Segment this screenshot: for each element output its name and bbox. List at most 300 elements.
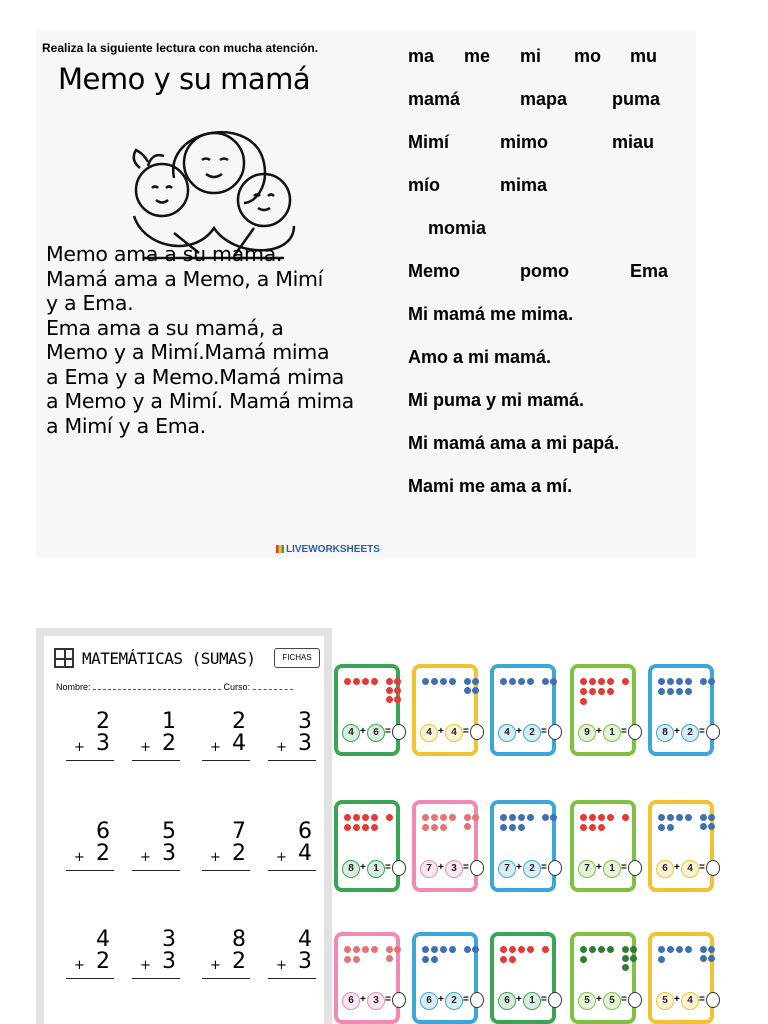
answer-circle[interactable] xyxy=(628,992,642,1008)
counting-object xyxy=(353,814,360,821)
addend-top: 6 xyxy=(96,819,110,844)
answer-circle[interactable] xyxy=(548,992,562,1008)
counting-object xyxy=(580,946,587,953)
counting-object xyxy=(394,696,401,703)
card-objects xyxy=(498,676,548,714)
addend-b: 4 xyxy=(681,992,699,1010)
addition-card xyxy=(412,800,478,892)
sentence: Amo a mi mamá. xyxy=(408,347,552,367)
counting-object xyxy=(708,678,715,685)
plus-sign: + xyxy=(140,850,151,865)
answer-circle[interactable] xyxy=(470,860,484,876)
counting-object xyxy=(449,678,456,685)
counting-object xyxy=(394,946,401,953)
answer-line[interactable] xyxy=(132,978,180,979)
story-line: Ema ama a su mamá, a xyxy=(46,315,284,340)
reading-worksheet xyxy=(36,30,696,558)
counting-object xyxy=(658,688,665,695)
answer-circle[interactable] xyxy=(392,992,406,1008)
counting-object xyxy=(708,946,715,953)
name-field[interactable] xyxy=(93,682,221,690)
counting-object xyxy=(685,946,692,953)
addend-b: 1 xyxy=(603,860,621,878)
counting-object xyxy=(542,814,549,821)
addend-bottom: 3 xyxy=(298,731,312,756)
story-line: Memo ama a su mama. xyxy=(46,242,283,266)
counting-object xyxy=(344,956,351,963)
equals-sign: = xyxy=(385,726,391,737)
addend-bottom: 2 xyxy=(96,949,110,974)
addend-bottom: 2 xyxy=(232,949,246,974)
addition-problem xyxy=(198,710,254,772)
addend-a: 7 xyxy=(420,860,438,878)
word: miau xyxy=(612,132,655,152)
counting-object xyxy=(580,698,587,705)
addend-a: 4 xyxy=(342,724,360,742)
counting-object xyxy=(386,946,393,953)
counting-object xyxy=(708,823,715,830)
addition-problems xyxy=(52,710,322,1020)
story-line: a Mimí y a Ema. xyxy=(46,413,206,438)
counting-object xyxy=(550,814,557,821)
card-objects xyxy=(656,676,706,714)
math-sheet-page xyxy=(44,636,324,1024)
word: me xyxy=(464,46,491,66)
plus-sign: + xyxy=(438,862,444,873)
equals-sign: = xyxy=(699,726,705,737)
word: Mimí xyxy=(408,132,450,152)
answer-line[interactable] xyxy=(66,978,114,979)
counting-object xyxy=(440,814,447,821)
addend-a: 9 xyxy=(578,724,596,742)
addend-top: 2 xyxy=(232,709,246,734)
addend-a: 6 xyxy=(342,992,360,1010)
addend-b: 1 xyxy=(523,992,541,1010)
math-title: MATEMÁTICAS (SUMAS) xyxy=(82,649,256,668)
addend-b: 2 xyxy=(523,724,541,742)
counting-object xyxy=(542,946,549,953)
answer-circle[interactable] xyxy=(628,860,642,876)
plus-sign: + xyxy=(276,850,287,865)
counting-object xyxy=(622,946,629,953)
counting-object xyxy=(509,678,516,685)
card-equation xyxy=(656,724,706,742)
addend-a: 7 xyxy=(498,860,516,878)
counting-object xyxy=(362,824,369,831)
answer-line[interactable] xyxy=(268,978,316,979)
answer-circle[interactable] xyxy=(392,860,406,876)
counting-object xyxy=(449,946,456,953)
addition-problem xyxy=(62,820,118,882)
counting-object xyxy=(622,678,629,685)
word: ma xyxy=(408,46,435,66)
name-label: Nombre: xyxy=(56,682,91,692)
counting-object xyxy=(422,956,429,963)
answer-circle[interactable] xyxy=(706,860,720,876)
counting-object xyxy=(700,955,707,962)
addition-card xyxy=(334,664,400,756)
counting-object xyxy=(353,678,360,685)
counting-object xyxy=(667,814,674,821)
card-objects xyxy=(578,812,628,850)
counting-object xyxy=(518,678,525,685)
counting-object xyxy=(658,824,665,831)
plus-sign: + xyxy=(360,994,366,1005)
counting-object xyxy=(472,946,479,953)
answer-circle[interactable] xyxy=(470,724,484,740)
plus-sign: + xyxy=(210,958,221,973)
counting-object xyxy=(598,946,605,953)
counting-object xyxy=(509,824,516,831)
plus-sign: + xyxy=(438,994,444,1005)
addition-problem xyxy=(128,928,184,990)
word: mu xyxy=(630,46,657,66)
sentence: Mi mamá me mima. xyxy=(408,304,574,324)
plus-sign: + xyxy=(596,994,602,1005)
answer-line[interactable] xyxy=(132,760,180,761)
counting-object xyxy=(518,946,525,953)
counting-object xyxy=(607,946,614,953)
counting-object xyxy=(667,688,674,695)
counting-object xyxy=(676,814,683,821)
name-course-line xyxy=(56,682,324,692)
addition-problem xyxy=(62,928,118,990)
counting-object xyxy=(598,678,605,685)
counting-object xyxy=(518,824,525,831)
counting-object xyxy=(708,814,715,821)
counting-object xyxy=(353,946,360,953)
answer-line[interactable] xyxy=(268,870,316,871)
counting-object xyxy=(700,823,707,830)
counting-object xyxy=(422,814,429,821)
counting-object xyxy=(431,946,438,953)
counting-object xyxy=(685,678,692,685)
equals-sign: = xyxy=(463,726,469,737)
counting-object xyxy=(685,814,692,821)
card-objects xyxy=(498,812,548,850)
addition-card xyxy=(412,932,478,1024)
addend-top: 7 xyxy=(232,819,246,844)
counting-object xyxy=(667,678,674,685)
counting-object xyxy=(589,678,596,685)
equals-sign: = xyxy=(699,862,705,873)
plus-sign: + xyxy=(276,958,287,973)
plus-sign: + xyxy=(74,850,85,865)
fichas-badge: FICHAS xyxy=(274,648,320,668)
addend-top: 5 xyxy=(162,819,176,844)
counting-object xyxy=(431,814,438,821)
counting-object xyxy=(550,678,557,685)
answer-line[interactable] xyxy=(66,760,114,761)
addition-card xyxy=(490,932,556,1024)
counting-object xyxy=(622,964,629,971)
word: mi xyxy=(520,46,542,66)
equals-sign: = xyxy=(621,994,627,1005)
addend-a: 6 xyxy=(498,992,516,1010)
card-equation xyxy=(420,992,470,1010)
counting-object xyxy=(440,946,447,953)
addend-top: 4 xyxy=(298,927,312,952)
counting-object xyxy=(607,678,614,685)
answer-circle[interactable] xyxy=(706,992,720,1008)
plus-sign: + xyxy=(596,726,602,737)
counting-object xyxy=(464,823,471,830)
counting-object xyxy=(500,678,507,685)
counting-object xyxy=(422,824,429,831)
addend-b: 1 xyxy=(603,724,621,742)
counting-object xyxy=(607,688,614,695)
card-objects xyxy=(420,944,470,982)
counting-object xyxy=(667,824,674,831)
sentence: Mami me ama a mí. xyxy=(408,476,573,496)
addend-top: 3 xyxy=(162,927,176,952)
counting-object xyxy=(500,814,507,821)
counting-object xyxy=(509,814,516,821)
sentence: Mi puma y mi mamá. xyxy=(408,390,585,410)
addition-card xyxy=(570,932,636,1024)
equals-sign: = xyxy=(541,862,547,873)
plus-sign: + xyxy=(516,726,522,737)
counting-object xyxy=(580,678,587,685)
counting-object xyxy=(344,814,351,821)
counting-object xyxy=(464,678,471,685)
addition-problem xyxy=(128,710,184,772)
counting-object xyxy=(371,824,378,831)
card-objects xyxy=(498,944,548,982)
card-objects xyxy=(420,676,470,714)
story-line: y a Ema. xyxy=(46,291,134,315)
counting-object xyxy=(676,688,683,695)
card-objects xyxy=(342,944,392,982)
plus-sign: + xyxy=(674,994,680,1005)
counting-object xyxy=(431,956,438,963)
counting-object xyxy=(472,678,479,685)
addition-card xyxy=(570,664,636,756)
counting-object xyxy=(440,824,447,831)
addend-b: 4 xyxy=(445,724,463,742)
counting-object xyxy=(509,956,516,963)
counting-object xyxy=(362,946,369,953)
addend-a: 5 xyxy=(578,992,596,1010)
addition-problem xyxy=(62,710,118,772)
answer-circle[interactable] xyxy=(470,992,484,1008)
plus-sign: + xyxy=(596,862,602,873)
card-objects xyxy=(420,812,470,850)
plus-sign: + xyxy=(74,740,85,755)
addition-card xyxy=(570,800,636,892)
course-field[interactable] xyxy=(253,682,293,690)
counting-object xyxy=(667,946,674,953)
counting-object xyxy=(542,678,549,685)
counting-object xyxy=(394,678,401,685)
card-objects xyxy=(342,676,392,714)
addend-b: 2 xyxy=(523,860,541,878)
counting-object xyxy=(658,956,665,963)
counting-object xyxy=(440,678,447,685)
plus-sign: + xyxy=(140,740,151,755)
card-equation xyxy=(420,724,470,742)
addend-a: 8 xyxy=(656,724,674,742)
counting-object xyxy=(580,956,587,963)
word: momia xyxy=(428,218,487,238)
answer-line[interactable] xyxy=(268,760,316,761)
equals-sign: = xyxy=(385,862,391,873)
plus-sign: + xyxy=(276,740,287,755)
counting-object xyxy=(527,814,534,821)
plus-sign: + xyxy=(210,740,221,755)
counting-object xyxy=(630,946,637,953)
counting-object xyxy=(598,814,605,821)
answer-circle[interactable] xyxy=(628,724,642,740)
addend-bottom: 2 xyxy=(232,841,246,866)
addend-a: 8 xyxy=(342,860,360,878)
counting-object xyxy=(509,946,516,953)
liveworksheets-logo xyxy=(276,544,380,555)
counting-object xyxy=(676,678,683,685)
word: mapa xyxy=(520,89,568,109)
addend-a: 6 xyxy=(420,992,438,1010)
counting-object xyxy=(607,814,614,821)
counting-object xyxy=(589,824,596,831)
story-line: Memo y a Mimí.Mamá mima xyxy=(46,340,330,364)
counting-object xyxy=(422,678,429,685)
word: mo xyxy=(574,46,601,66)
addend-b: 3 xyxy=(445,860,463,878)
addition-card xyxy=(648,664,714,756)
math-header xyxy=(52,646,320,676)
counting-object xyxy=(500,956,507,963)
counting-object xyxy=(464,687,471,694)
plus-sign: + xyxy=(516,862,522,873)
plus-sign: + xyxy=(360,862,366,873)
plus-sign: + xyxy=(516,994,522,1005)
counting-object xyxy=(580,688,587,695)
addend-top: 4 xyxy=(96,927,110,952)
addend-top: 3 xyxy=(298,709,312,734)
card-objects xyxy=(342,812,392,850)
answer-line[interactable] xyxy=(66,870,114,871)
counting-object xyxy=(344,946,351,953)
story-line: Mamá ama a Memo, a Mimí xyxy=(46,266,324,291)
card-equation xyxy=(420,860,470,878)
word: Memo xyxy=(408,261,461,281)
story-title: Memo y su mamá xyxy=(58,62,311,96)
card-equation xyxy=(578,992,628,1010)
equals-sign: = xyxy=(621,726,627,737)
word: mima xyxy=(500,175,548,195)
counting-object xyxy=(598,688,605,695)
addition-problem xyxy=(264,820,320,882)
plus-sign: + xyxy=(438,726,444,737)
word: mamá xyxy=(408,89,461,109)
card-equation xyxy=(498,992,548,1010)
equals-sign: = xyxy=(463,994,469,1005)
card-equation xyxy=(342,860,392,878)
plus-sign: + xyxy=(74,958,85,973)
word: mimo xyxy=(500,132,549,152)
answer-circle[interactable] xyxy=(548,860,562,876)
counting-object xyxy=(386,678,393,685)
addend-bottom: 3 xyxy=(96,731,110,756)
card-objects xyxy=(656,944,706,982)
addend-b: 4 xyxy=(681,860,699,878)
counting-object xyxy=(386,814,393,821)
addend-bottom: 3 xyxy=(162,841,176,866)
answer-line[interactable] xyxy=(202,870,250,871)
counting-object xyxy=(700,678,707,685)
equals-sign: = xyxy=(463,862,469,873)
counting-object xyxy=(527,946,534,953)
counting-object xyxy=(500,946,507,953)
counting-object xyxy=(422,946,429,953)
counting-object xyxy=(386,696,393,703)
instruction-text: Realiza la siguiente lectura con mucha atención. xyxy=(42,41,319,55)
answer-line[interactable] xyxy=(132,870,180,871)
addition-card xyxy=(648,932,714,1024)
counting-object xyxy=(700,946,707,953)
counting-object xyxy=(658,946,665,953)
equals-sign: = xyxy=(541,726,547,737)
answer-circle[interactable] xyxy=(706,724,720,740)
equals-sign: = xyxy=(541,994,547,1005)
addend-b: 6 xyxy=(367,724,385,742)
counting-object xyxy=(708,955,715,962)
math-worksheet xyxy=(36,628,332,1024)
addend-a: 4 xyxy=(420,724,438,742)
answer-line[interactable] xyxy=(202,760,250,761)
counting-object xyxy=(658,814,665,821)
addition-problem xyxy=(198,820,254,882)
addend-top: 6 xyxy=(298,819,312,844)
addend-b: 5 xyxy=(603,992,621,1010)
addend-a: 6 xyxy=(656,860,674,878)
addend-b: 1 xyxy=(367,860,385,878)
answer-line[interactable] xyxy=(202,978,250,979)
word: pomo xyxy=(520,261,569,281)
counting-object xyxy=(658,678,665,685)
addition-card xyxy=(334,800,400,892)
plus-sign: + xyxy=(674,726,680,737)
liveworksheets-icon xyxy=(276,545,284,553)
equals-sign: = xyxy=(621,862,627,873)
counting-object xyxy=(676,946,683,953)
equals-sign: = xyxy=(385,994,391,1005)
addition-problem xyxy=(198,928,254,990)
counting-object xyxy=(386,955,393,962)
counting-object xyxy=(344,678,351,685)
plus-sign: + xyxy=(360,726,366,737)
answer-circle[interactable] xyxy=(392,724,406,740)
story-line: a Memo y a Mimí. Mamá mima xyxy=(46,389,354,413)
counting-object xyxy=(386,687,393,694)
counting-object xyxy=(371,678,378,685)
counting-object xyxy=(431,678,438,685)
answer-circle[interactable] xyxy=(548,724,562,740)
counting-object xyxy=(700,814,707,821)
course-label: Curso: xyxy=(223,682,251,692)
word: Ema xyxy=(630,261,669,281)
card-equation xyxy=(578,724,628,742)
addition-card xyxy=(334,932,400,1024)
counting-object xyxy=(685,688,692,695)
counting-object xyxy=(449,814,456,821)
plus-sign: + xyxy=(674,862,680,873)
addend-b: 2 xyxy=(681,724,699,742)
brand-text: LIVEWORKSHEETS xyxy=(286,544,380,555)
word: puma xyxy=(612,89,661,109)
counting-object xyxy=(394,687,401,694)
card-equation xyxy=(656,860,706,878)
